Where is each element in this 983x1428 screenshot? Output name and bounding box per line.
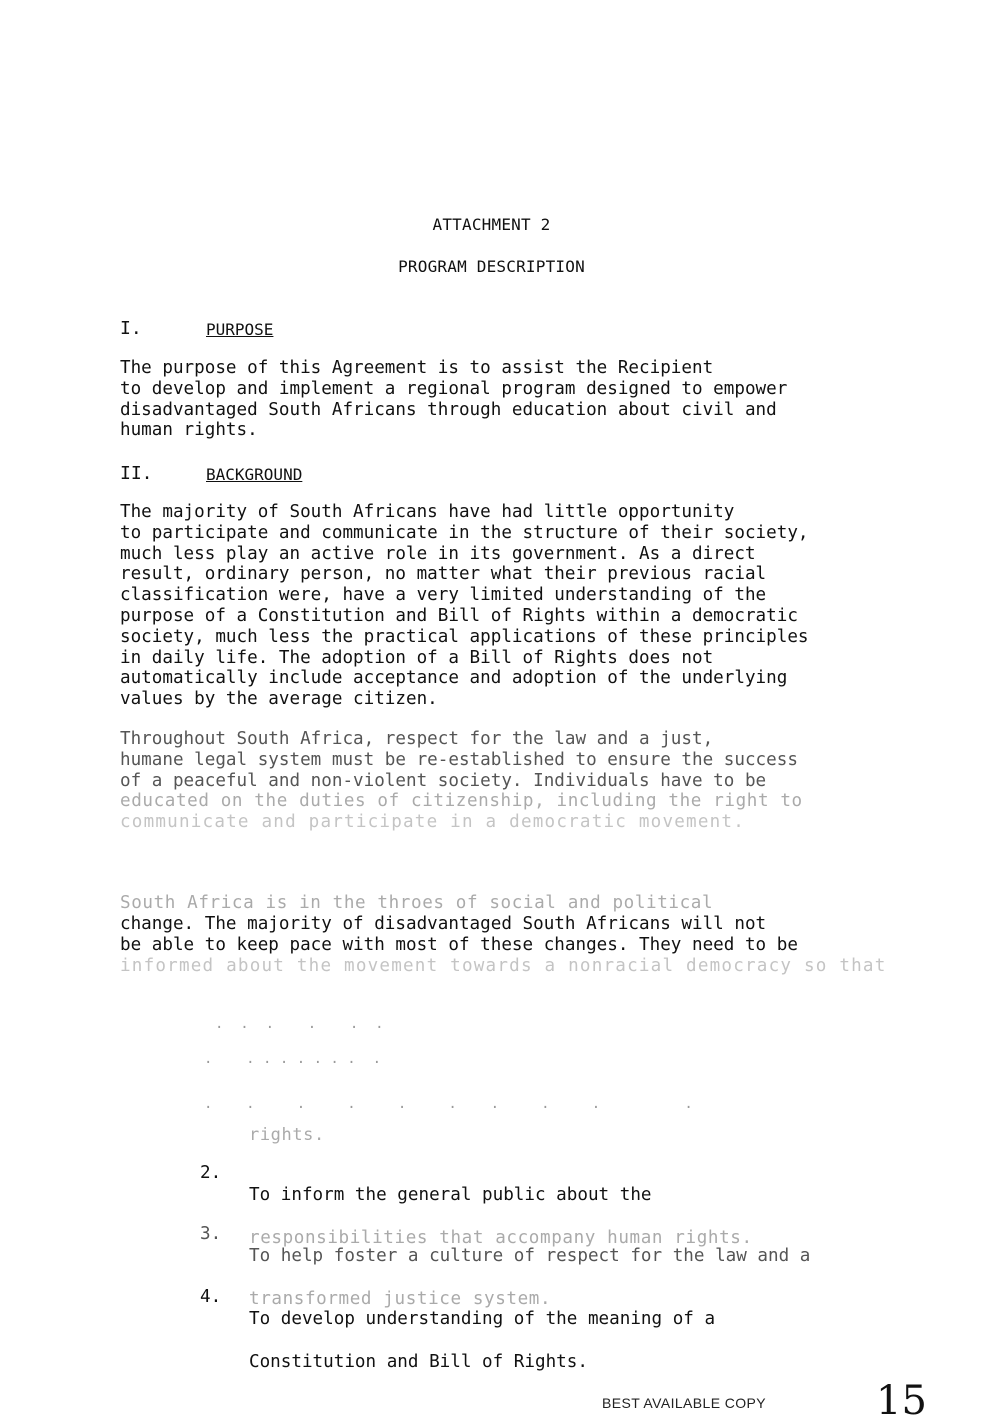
document-title: PROGRAM DESCRIPTION xyxy=(398,257,585,276)
faint-list-line: · · · · · · xyxy=(215,1020,384,1036)
list-item-text: Constitution and Bill of Rights. xyxy=(249,1351,588,1372)
purpose-paragraph: The purpose of this Agreement is to assist the Recipient to develop and implement a regional program designed to empower disadvantaged South Africans through education about civil and human rights. xyxy=(120,358,788,441)
background-paragraph-2-faint-line: communicate and participate in a democratic movement. xyxy=(120,812,745,832)
section-title-purpose: PURPOSE xyxy=(206,320,274,339)
background-paragraph-2-faint-line: educated on the duties of citizenship, including the right to xyxy=(120,791,803,811)
list-item-text: transformed justice system. xyxy=(249,1288,552,1309)
handwritten-page-number: 15 xyxy=(876,1378,927,1424)
list-item-number: 3. xyxy=(200,1224,222,1244)
section-number: I. xyxy=(120,318,142,339)
background-paragraph-2: Throughout South Africa, respect for the law and a just, humane legal system must be re-established to ensure the success of a peaceful and non-violent society. Individuals have to be xyxy=(120,729,798,791)
background-paragraph-3-faint-line: informed about the movement towards a nonracial democracy so that xyxy=(120,956,887,976)
list-item-text: To help foster a culture of respect for the law and a xyxy=(249,1245,811,1266)
faint-list-line: · · · · · · · · · xyxy=(204,1055,382,1071)
list-item-number: 2. xyxy=(200,1163,222,1183)
section-number: II. xyxy=(120,463,153,484)
faint-list-line: · · · · · · · · · · xyxy=(204,1100,693,1116)
list-item-text: responsibilities that accompany human rights. xyxy=(249,1227,753,1248)
list-item-text: To inform the general public about the xyxy=(249,1184,652,1205)
background-paragraph-3-faint-line: South Africa is in the throes of social and political xyxy=(120,893,714,913)
list-item-number: 4. xyxy=(200,1287,222,1307)
best-available-copy-stamp: BEST AVAILABLE COPY xyxy=(602,1395,767,1411)
background-paragraph-3: change. The majority of disadvantaged South Africans will not be able to keep pace with most of these changes. They need to be xyxy=(120,914,798,955)
attachment-label: ATTACHMENT 2 xyxy=(432,215,551,234)
section-title-background: BACKGROUND xyxy=(206,465,303,484)
background-paragraph-1: The majority of South Africans have had little opportunity to participate and communicate in the structure of their society, much less play an active role in its government. As a direct result, ordinary person, no matter what their previous racial classification were, have a very limited understanding of the purpose of a Constitution and Bill of Rights within a democratic society, much less the practical applications of these principles in daily life. The adoption of a Bill of Rights does not automatically include acceptance and adoption of the underlying values by the average citizen. xyxy=(120,502,809,710)
list-item-text: To develop understanding of the meaning of a xyxy=(249,1308,716,1329)
faint-list-line: rights. xyxy=(249,1125,325,1145)
